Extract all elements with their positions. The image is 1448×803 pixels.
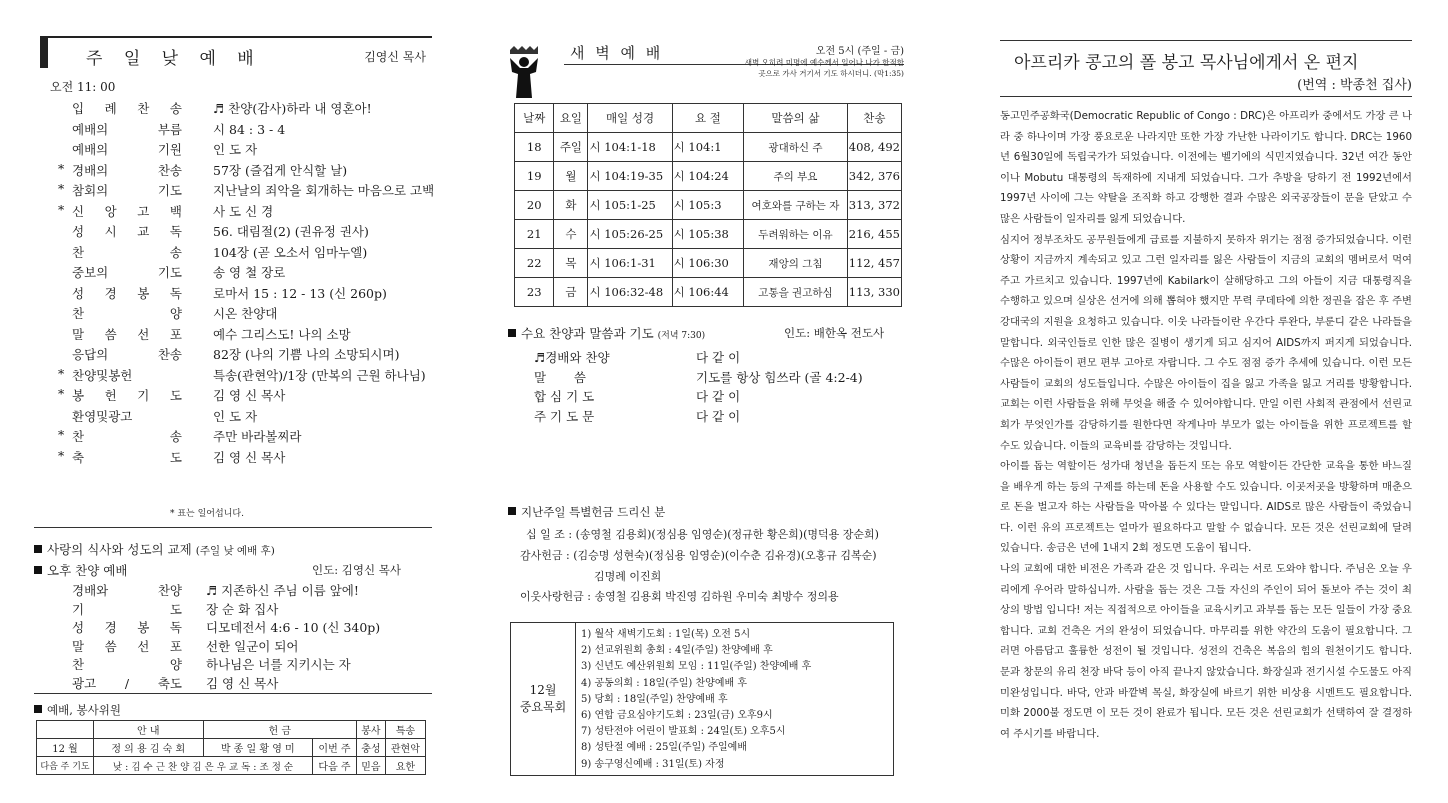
afternoon-leader: 인도: 김영신 목사 (312, 563, 401, 577)
december-schedule-list (581, 627, 811, 773)
square-bullet-icon (34, 705, 42, 713)
table-cell: 시 104:24 (672, 162, 744, 191)
order-label: 응답의 찬송 (72, 347, 182, 362)
wednesday-leader: 인도: 배한옥 전도사 (784, 326, 885, 340)
standing-mark: * (58, 365, 65, 381)
table-header: 매일 성경 (588, 104, 672, 133)
order-item (30, 243, 430, 263)
order-item (30, 140, 430, 160)
standing-mark: * (58, 447, 65, 463)
order-label: 신 앙 고 백 (72, 203, 182, 219)
table-cell: 다음 주 기도 (37, 757, 94, 775)
order-value: 예수 그리스도! 나의 소망 (213, 326, 351, 342)
order-item (30, 427, 430, 447)
order-item (30, 386, 430, 406)
order-item (500, 368, 900, 388)
table-cell: 정 의 용 김 숙 회 (94, 739, 204, 757)
order-label: 합 심 기 도 (534, 389, 595, 404)
order-value: 주만 바라볼찌라 (213, 429, 302, 444)
sunday-title-box (40, 36, 432, 68)
table-cell: 시 105:1-25 (588, 191, 672, 220)
schedule-item: 1) 월삭 새벽기도회 : 1일(목) 오전 5시 (581, 629, 751, 640)
table-cell: 시 104:1-18 (588, 133, 672, 162)
table-cell: 313, 372 (847, 191, 901, 220)
table-header-row (515, 104, 902, 133)
standing-mark: * (58, 181, 65, 196)
order-value: 다 같 이 (696, 389, 741, 404)
table-cell: 12 월 (37, 739, 94, 757)
table-cell: 시 105:38 (672, 220, 744, 249)
table-cell: 광대하신 주 (744, 133, 848, 162)
table-cell: 믿음 (357, 757, 386, 775)
letter-paragraph: 아이를 돕는 역할이든 성가대 청년을 돕든지 또는 유모 역할이든 간단한 교육을 통한 바느질을 배우게 하는 등의 구제를 하는데 돈을 사용할 수도 있습니다. 이곳저곳을 방황하며 매춘으로 돈을 벌고자 하는 사람들을 막아볼 수 있다는 말입니다. AIDS로 많은 사람들이 죽었습니다. 이런 유의 프로젝트는 얼마가 필요하다고 말할 수 없습니다. 모든 것은 선린교회에 달려 있습니다. 송금은 년에 1내지 2회 정도면 도움이 됩니다. (1000, 460, 1412, 555)
table-header: 요 절 (672, 104, 744, 133)
order-value: 김 영 신 목사 (213, 449, 286, 465)
order-label: 참회의 기도 (72, 183, 182, 198)
order-label: 주 기 도 문 (534, 408, 595, 424)
order-item (30, 284, 430, 304)
standing-mark: * (58, 201, 65, 217)
table-cell: 금 (554, 278, 588, 307)
letter-column (1000, 0, 1412, 803)
letter-title: 아프리카 콩고의 폴 봉고 목사님에게서 온 편지 (1014, 53, 1359, 73)
sunday-column (30, 0, 435, 803)
duty-header-service: 봉사 (357, 721, 386, 739)
order-item (30, 222, 430, 242)
square-bullet-icon (508, 329, 516, 337)
order-value: 56. 대림절(2) (권유정 권사) (213, 224, 369, 239)
duty-header-usher: 안 내 (94, 721, 204, 739)
order-label: 찬 송 (72, 429, 182, 444)
dawn-info (745, 46, 904, 79)
table-row (515, 133, 902, 162)
divider (34, 693, 432, 694)
afternoon-heading: 오후 찬양 예배 (34, 561, 127, 579)
table-cell: 113, 330 (847, 278, 901, 307)
letter-paragraph: 동고민주공화국(Democratic Republic of Congo : DRC)은 아프리카 중에서도 가장 큰 나라 중 하나이며 가장 풍요로운 나라지만 또한 가장 가난한 나라이기도 합니다. DRC는 1960년 6월30일에 독립국가가 되었습니다. 이전에는 벨기에의 식민지였습니다. 32년 여간 동안이나 Mobutu 대통령의 독재하에 지내게 되었습니다. 그가 추방을 당하기 전 1992년에서 1997년 사이에 그는 약탈을 조직화 하고 강행한 결과 수많은 외국공장들이 문을 닫았고 수많은 사람들이 일자리를 잃게 되었습니다. (1000, 110, 1412, 225)
thanks-offering-line2: 김명례 이진희 (594, 570, 662, 583)
duty-header-special: 특송 (385, 721, 425, 739)
table-row (37, 757, 426, 775)
table-cell: 수 (554, 220, 588, 249)
table-cell: 이번 주 (313, 739, 357, 757)
order-label: 말 씀 (534, 369, 586, 385)
order-item (30, 407, 430, 427)
schedule-item: 7) 성탄전야 어린이 발표회 : 24일(토) 오후5시 (581, 726, 786, 738)
order-label: 기 도 (72, 601, 182, 617)
order-item (500, 348, 900, 368)
table-cell: 18 (515, 133, 554, 162)
table-cell: 여호와를 구하는 자 (744, 191, 848, 220)
order-label: 찬 양 (72, 306, 182, 321)
table-cell: 21 (515, 220, 554, 249)
december-schedule-box (510, 622, 894, 776)
order-value: 특송(관현악)/1장 (만복의 근원 하나님) (213, 367, 426, 383)
order-label: 말 씀 선 포 (72, 638, 182, 654)
square-bullet-icon (34, 545, 42, 553)
table-cell: 342, 376 (847, 162, 901, 191)
table-header: 요일 (554, 104, 588, 133)
order-item (30, 99, 430, 119)
table-row (515, 249, 902, 278)
neighbor-offering-line: 이웃사랑헌금 : 송영철 김용회 박진영 김하원 우미숙 최방수 정의용 (520, 590, 839, 603)
december-schedule-label: 12월 중요목회 (511, 623, 576, 775)
order-value: 시 84 : 3 - 4 (213, 121, 286, 137)
divider (34, 527, 432, 528)
standing-note: * 표는 일어섭니다. (170, 509, 244, 519)
order-value: 장 순 화 집사 (206, 601, 279, 617)
order-label: ♬경배와 찬양 (534, 350, 610, 365)
order-label: 찬 송 (72, 244, 182, 260)
table-cell: 23 (515, 278, 554, 307)
title-bar-decoration (40, 38, 48, 68)
order-item (30, 618, 430, 638)
order-value: 기도를 항상 힘쓰라 (골 4:2-4) (696, 369, 863, 385)
order-value: 송 영 철 장로 (213, 265, 286, 280)
divider (1000, 96, 1412, 97)
order-label: 말 씀 선 포 (72, 326, 182, 342)
schedule-item: 2) 선교위원회 총회 : 4일(주일) 찬양예배 후 (581, 645, 773, 657)
order-item (30, 345, 430, 365)
order-item (500, 407, 900, 427)
table-cell: 낮 : 김 수 근 찬 양 김 은 우 교 독 : 조 정 순 (94, 757, 313, 775)
table-cell: 주일 (554, 133, 588, 162)
table-cell: 시 105:3 (672, 191, 744, 220)
table-cell: 요한 (385, 757, 425, 775)
table-cell: 408, 492 (847, 133, 901, 162)
order-item (30, 600, 430, 620)
table-cell: 목 (554, 249, 588, 278)
table-header: 날짜 (515, 104, 554, 133)
order-item (30, 304, 430, 324)
order-item (30, 674, 430, 694)
square-bullet-icon (34, 566, 42, 574)
table-cell: 216, 455 (847, 220, 901, 249)
table-cell: 19 (515, 162, 554, 191)
table-cell: 시 106:1-31 (588, 249, 672, 278)
order-value: 다 같 이 (696, 350, 741, 365)
schedule-item: 9) 송구영신예배 : 31일(토) 자정 (581, 758, 725, 770)
dawn-schedule-table (514, 103, 902, 307)
table-header: 말씀의 삶 (744, 104, 848, 133)
letter-paragraph: 심지어 정부조차도 공무원들에게 급료를 지불하지 못하자 위기는 점점 증가되었습니다. 이런 상황이 지금까지 계속되고 있고 그런 일자리를 잃은 사람들이 지금의 교회의 멤버로서 먹여주고 가르치고 있습니다. 1997년에 Kabilark이 살해당하고 그의 아들이 지금 대통령직을 수행하고 있으며 실상은 선거에 의해 뽑혀야 했지만 무력 쿠데타에 의한 정권을 잡은 후 주변강대국의 지원을 요청하고 있습니다. 이웃 나라들이란 우간다 루완다, 부룬디 같은 나라들을 말합니다. 외국인들로 인한 많은 질병이 생기게 되고 심지어 AIDS까지 퍼지게 되었습니다. 수많은 아이들이 편모 편부 고아로 자랍니다. 그 수도 점점 증가 추세에 있습니다. 이런 모든 사람들이 교회의 성도들입니다. 수많은 아이들이 집을 잃고 가족을 잃고 거리를 방황합니다. 교회는 이런 사람들을 위해 무엇을 해줄 수 있어야합니다. 만일 이런 사회적 관점에서 선린교회가 무엇인가를 감당하기를 원한다면 작게나마 부모가 없는 아이들을 위한 프로젝트를 할 수도 있습니다. 이들의 교육비를 감당하는 것입니다. (1000, 233, 1412, 452)
standing-mark: * (58, 427, 65, 442)
table-cell: 두려워하는 이유 (744, 220, 848, 249)
table-cell: 시 106:30 (672, 249, 744, 278)
order-label: 성 시 교 독 (72, 224, 182, 239)
schedule-item: 5) 당회 : 18일(주일) 찬양예배 후 (581, 693, 728, 705)
order-item (30, 366, 430, 386)
letter-body (1000, 106, 1412, 744)
offering-heading: 지난주일 특별헌금 드리신 분 (508, 504, 665, 524)
order-item (500, 387, 900, 407)
order-value: 선한 일군이 되어 (206, 638, 299, 654)
order-item (30, 120, 430, 140)
duty-table (36, 720, 426, 775)
table-row (37, 721, 426, 739)
table-cell: 재앙의 그침 (744, 249, 848, 278)
divider (1000, 40, 1412, 41)
table-cell: 시 104:19-35 (588, 162, 672, 191)
table-cell: 화 (554, 191, 588, 220)
order-label: 광고 / 축도 (72, 675, 182, 691)
table-cell: 박 종 일 황 영 미 (203, 739, 313, 757)
order-label: 찬 양 (72, 657, 182, 672)
order-value: 김 영 신 목사 (213, 388, 286, 403)
order-item (30, 581, 430, 601)
schedule-item: 6) 연합 금요심야기도회 : 23일(금) 오후9시 (581, 710, 773, 722)
table-cell: 시 104:1 (672, 133, 744, 162)
duty-heading: 예배, 봉사위원 (34, 702, 121, 718)
thanks-offering-line: 감사헌금 : (김승명 성현숙)(정심용 임영순)(이수춘 김유경)(오홍규 김복순) (520, 549, 877, 562)
table-row (515, 278, 902, 307)
order-value: ♬ 찬양(감사)하라 내 영혼아! (213, 101, 372, 116)
dawn-title: 새 벽 예 배 (570, 44, 664, 62)
order-label: 봉 헌 기 도 (72, 388, 182, 403)
order-value: 인 도 자 (213, 142, 258, 157)
table-row (515, 191, 902, 220)
wednesday-heading: 수요 찬양과 말씀과 기도 (저녁 7:30) (508, 324, 705, 344)
order-value: ♬ 지존하신 주님 이름 앞에! (206, 583, 359, 598)
table-cell: 20 (515, 191, 554, 220)
table-cell: 시 106:44 (672, 278, 744, 307)
table-cell: 112, 457 (847, 249, 901, 278)
schedule-item: 8) 성탄절 예배 : 25일(주일) 주일예배 (581, 742, 747, 754)
table-row (515, 162, 902, 191)
order-item (30, 325, 430, 345)
order-value: 사 도 신 경 (213, 203, 274, 219)
table-cell: 관현악 (385, 739, 425, 757)
sunday-pastor: 김영신 목사 (364, 50, 426, 64)
dawn-time: 오전 5시 (주일 - 금) (815, 46, 904, 57)
order-item (30, 202, 430, 222)
praying-figure-icon (506, 44, 542, 100)
order-label: 성 경 봉 독 (72, 285, 182, 301)
dawn-verse-line1: 새벽 오히려 미명에 예수께서 일어나 나가 한적한 (744, 58, 904, 67)
schedule-item: 3) 신년도 예산위원회 모임 : 11일(주일) 찬양예배 후 (581, 661, 812, 673)
letter-paragraph: 나의 교회에 대한 비전은 가족과 같은 것 입니다. 우리는 서로 도와야 합니다. 주님은 오늘 우리에게 우어라 말하십니까. 사람을 돕는 것은 그들 자신의 주인이 되어 돌보아 주는 것이 최상의 방법 입니다! 저는 직접적으로 아이들을 교육시키고 과부를 돕는 모든 일들이 가장 중요합니다. 교회 건축은 거의 완성이 되었습니다. 마무리를 위한 약간의 도움이 필요합니다. 그러면 아름답고 훌륭한 성전이 될 것입니다. 성전의 건축은 복음의 힘의 원천이기도 합니다. 문과 창문의 유리 천장 바닥 등이 아직 끝나지 않았습니다. 화장실과 전기시설 수도물도 아직 미완성입니다. 바닥, 안과 바깥벽 목실, 화장실에 바르기 위한 비상용 시멘트도 필요합니다. 미화 2000불 정도면 이 모든 것이 완료가 됩니다. 모든 것은 선린교회가 선택하여 잘 결정하여 주시기를 바랍니다. (1000, 563, 1412, 740)
order-item (30, 263, 430, 283)
order-value: 57장 (즐겁게 안식할 날) (213, 162, 348, 178)
order-value: 하나님은 너를 지키시는 자 (206, 657, 351, 672)
order-label: 환영및광고 (72, 408, 133, 424)
dawn-verse-line2: 곳으로 가사 거기서 기도 하시더니. (막1:35) (758, 69, 904, 78)
order-value: 104장 (곧 오소서 임마누엘) (213, 244, 368, 260)
table-row (37, 739, 426, 757)
order-label: 찬양및봉헌 (72, 367, 133, 383)
square-bullet-icon (508, 507, 516, 515)
order-value: 김 영 신 목사 (206, 675, 279, 691)
order-value: 디모데전서 4:6 - 10 (신 340p) (206, 620, 381, 635)
table-cell: 충성 (357, 739, 386, 757)
order-label: 예배의 기원 (72, 142, 182, 157)
standing-mark: * (58, 160, 65, 176)
order-label: 중보의 기도 (72, 265, 182, 280)
order-label: 입 례 찬 송 (72, 101, 182, 116)
order-item (30, 181, 435, 201)
order-value: 로마서 15 : 12 - 13 (신 260p) (213, 285, 387, 301)
sunday-title: 주 일 낮 예 배 (86, 49, 262, 69)
fellowship-heading: 사랑의 식사와 성도의 교제 (주일 낮 예배 후) (34, 540, 275, 558)
order-value: 다 같 이 (696, 408, 741, 424)
tithe-line: 십 일 조 : (송영철 김용회)(정심용 임영순)(정규한 황은희)(명덕용 장순희) (526, 528, 879, 541)
table-header: 찬송 (847, 104, 901, 133)
order-label: 축 도 (72, 449, 182, 465)
standing-mark: * (58, 386, 65, 401)
table-cell: 주의 부요 (744, 162, 848, 191)
sunday-time: 오전 11: 00 (50, 80, 116, 94)
table-cell: 시 105:26-25 (588, 220, 672, 249)
table-cell: 다음 주 (313, 757, 357, 775)
order-value: 지난날의 죄악을 회개하는 마음으로 고백 (213, 183, 435, 198)
weekday-column (500, 0, 904, 803)
duty-header-offering: 헌 금 (203, 721, 356, 739)
table-row (515, 220, 902, 249)
order-label: 예배의 부름 (72, 121, 182, 137)
order-item (30, 448, 430, 468)
table-cell: 월 (554, 162, 588, 191)
order-item (30, 655, 430, 675)
order-value: 인 도 자 (213, 408, 258, 424)
table-cell: 시 106:32-48 (588, 278, 672, 307)
order-label: 경배와 찬양 (72, 583, 182, 598)
order-value: 82장 (나의 기쁨 나의 소망되시며) (213, 347, 400, 362)
order-item (30, 161, 430, 181)
order-label: 성 경 봉 독 (72, 620, 182, 635)
table-cell: 고통을 권고하심 (744, 278, 848, 307)
table-cell: 22 (515, 249, 554, 278)
order-item (30, 637, 430, 657)
schedule-item: 4) 공동의회 : 18일(주일) 찬양예배 후 (581, 677, 747, 689)
order-value: 시온 찬양대 (213, 306, 278, 321)
order-label: 경배의 찬송 (72, 162, 182, 178)
letter-translator: (번역 : 박종천 집사) (1297, 78, 1412, 93)
